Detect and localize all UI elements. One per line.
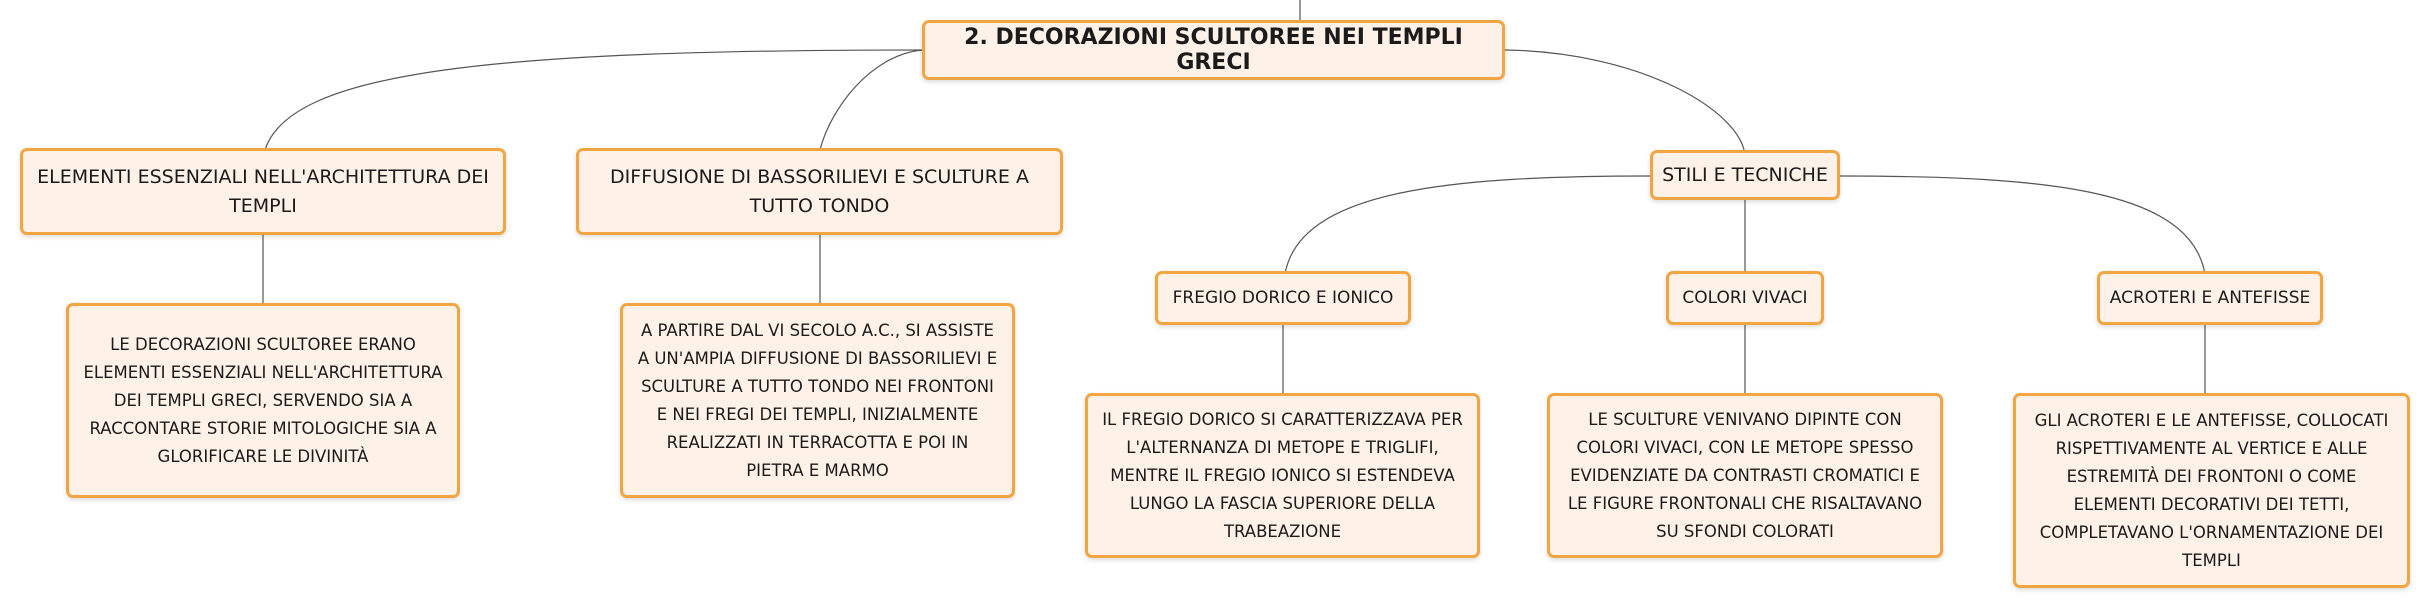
branch-node-styles-techniques[interactable] bbox=[1650, 150, 1840, 200]
branch-node-label: ELEMENTI ESSENZIALI NELL'ARCHITETTURA DEI TEMPLI bbox=[37, 165, 489, 217]
root-node[interactable] bbox=[922, 20, 1505, 80]
connector-root-branch-1 bbox=[265, 50, 922, 150]
branch-node-label: STILI E TECNICHE bbox=[1662, 163, 1828, 186]
connector-branch-3-child-3 bbox=[1840, 176, 2205, 274]
detail-node-text: GLI ACROTERI E LE ANTEFISSE, COLLOCATI RISPETTIVAMENTE AL VERTICE E ALLE ESTREMITÀ DEI FRONTONI O COME ELEMENTI DECORATIVI DEI TETTI, COMPLETAVANO L'ORNAMENTAZIONE DEI TEMPLI bbox=[2034, 410, 2389, 570]
connector-branch-3-child-1 bbox=[1285, 176, 1650, 274]
child-node-label: COLORI VIVACI bbox=[1682, 288, 1808, 308]
child-node-label: FREGIO DORICO E IONICO bbox=[1172, 288, 1394, 308]
detail-node-text: LE DECORAZIONI SCULTOREE ERANO ELEMENTI ESSENZIALI NELL'ARCHITETTURA DEI TEMPLI GRECI, SERVENDO SIA A RACCONTARE STORIE MITOLOGICHE SIA A GLORIFICARE LE DIVINITÀ bbox=[83, 334, 443, 466]
detail-node-colors[interactable] bbox=[1547, 393, 1943, 558]
connector-root-branch-3 bbox=[1505, 50, 1745, 155]
branch-node-essential-elements[interactable] bbox=[20, 148, 506, 235]
connector-root-branch-2 bbox=[820, 50, 922, 150]
detail-node-acroteria[interactable] bbox=[2013, 393, 2410, 588]
branch-node-label: DIFFUSIONE DI BASSORILIEVI E SCULTURE A TUTTO TONDO bbox=[610, 165, 1029, 217]
child-node-colors[interactable] bbox=[1666, 271, 1824, 325]
child-node-label: ACROTERI E ANTEFISSE bbox=[2109, 288, 2311, 308]
detail-node-text: LE SCULTURE VENIVANO DIPINTE CON COLORI VIVACI, CON LE METOPE SPESSO EVIDENZIATE DA CONTRASTI CROMATICI E LE FIGURE FRONTONALI CHE RISALTAVANO SU SFONDI COLORATI bbox=[1567, 409, 1923, 541]
detail-node-reliefs-diffusion[interactable] bbox=[620, 303, 1015, 498]
branch-node-reliefs-diffusion[interactable] bbox=[576, 148, 1063, 235]
detail-node-essential-elements[interactable] bbox=[66, 303, 460, 498]
child-node-frieze[interactable] bbox=[1155, 271, 1411, 325]
detail-node-text: IL FREGIO DORICO SI CARATTERIZZAVA PER L'ALTERNANZA DI METOPE E TRIGLIFI, MENTRE IL FREGIO IONICO SI ESTENDEVA LUNGO LA FASCIA SUPERIORE DELLA TRABEAZIONE bbox=[1102, 409, 1463, 541]
root-node-label: 2. DECORAZIONI SCULTOREE NEI TEMPLI GRECI bbox=[964, 25, 1463, 75]
detail-node-text: A PARTIRE DAL VI SECOLO A.C., SI ASSISTE A UN'AMPIA DIFFUSIONE DI BASSORILIEVI E SCULTURE A TUTTO TONDO NEI FRONTONI E NEI FREGI DEI TEMPLI, INIZIALMENTE REALIZZATI IN TERRACOTTA E POI IN PIETRA E MARMO bbox=[637, 320, 998, 480]
detail-node-frieze[interactable] bbox=[1085, 393, 1480, 558]
child-node-acroteria[interactable] bbox=[2097, 271, 2323, 325]
